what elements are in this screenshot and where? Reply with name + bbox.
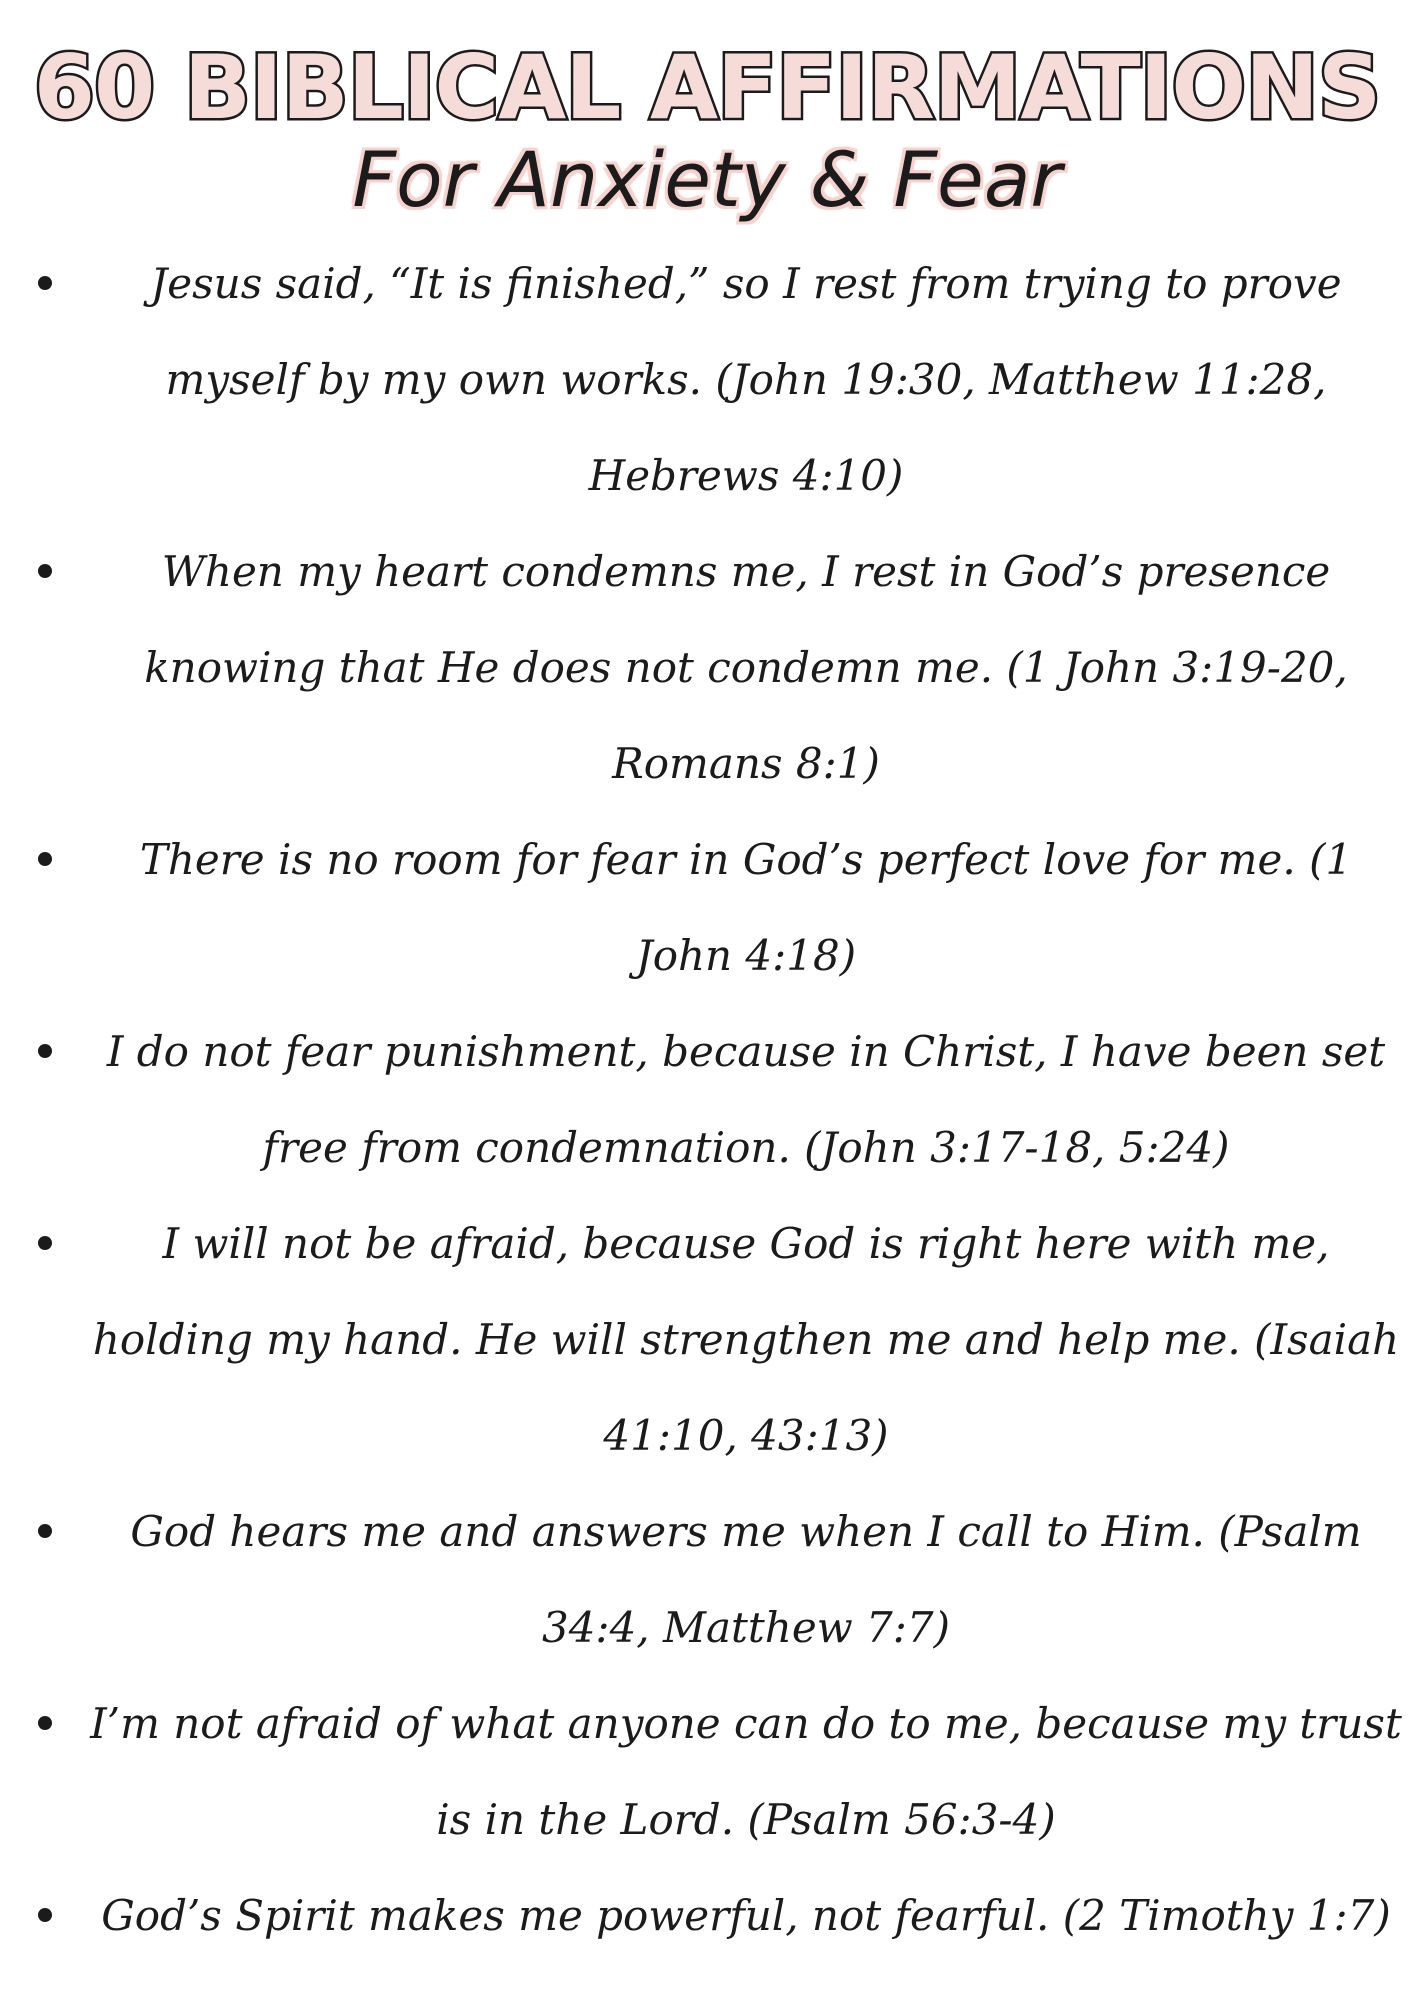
affirmation-text: God hears me and answers me when I call to Him. (Psalm 34:4, Matthew 7:7) <box>130 1507 1362 1652</box>
list-item <box>30 1676 1404 1868</box>
affirmation-text: God’s Spirit makes me powerful, not fearful. (2 Timothy 1:7) <box>101 1891 1391 1940</box>
bullet-icon <box>38 1908 52 1922</box>
bullet-icon <box>38 1044 52 1058</box>
affirmation-text: There is no room for fear in God’s perfect love for me. (1 John 4:18) <box>139 835 1353 980</box>
list-item <box>30 1868 1404 1964</box>
affirmation-list <box>30 236 1404 1964</box>
list-item <box>30 812 1404 1004</box>
bullet-icon <box>38 276 52 290</box>
bullet-icon <box>38 564 52 578</box>
affirmation-text: I’m not afraid of what anyone can do to me, because my trust is in the Lord. (Psalm 56:3-4) <box>90 1699 1402 1844</box>
list-item <box>30 524 1404 812</box>
bullet-icon <box>38 1716 52 1730</box>
list-item <box>30 236 1404 524</box>
page-subtitle: For Anxiety & Fear <box>352 135 1062 224</box>
affirmation-text: I do not fear punishment, because in Christ, I have been set free from condemnation. (John 3:17-18, 5:24) <box>106 1027 1386 1172</box>
list-item <box>30 1196 1404 1484</box>
affirmation-text: Jesus said, “It is finished,” so I rest from trying to prove myself by my own works. (John 19:30, Matthew 11:28, Hebrews 4:10) <box>150 259 1342 500</box>
bullet-icon <box>38 852 52 866</box>
list-item <box>30 1484 1404 1676</box>
page-title: 60 BIBLICAL AFFIRMATIONS <box>33 36 1381 139</box>
affirmation-text: When my heart condemns me, I rest in God’s presence knowing that He does not condemn me. (1 John 3:19-20, Romans 8:1) <box>144 547 1348 788</box>
affirmation-text: I will not be afraid, because God is right here with me, holding my hand. He will strengthen me and help me. (Isaiah 41:10, 43:13) <box>92 1219 1400 1460</box>
bullet-icon <box>38 1524 52 1538</box>
list-item <box>30 1004 1404 1196</box>
bullet-icon <box>38 1236 52 1250</box>
